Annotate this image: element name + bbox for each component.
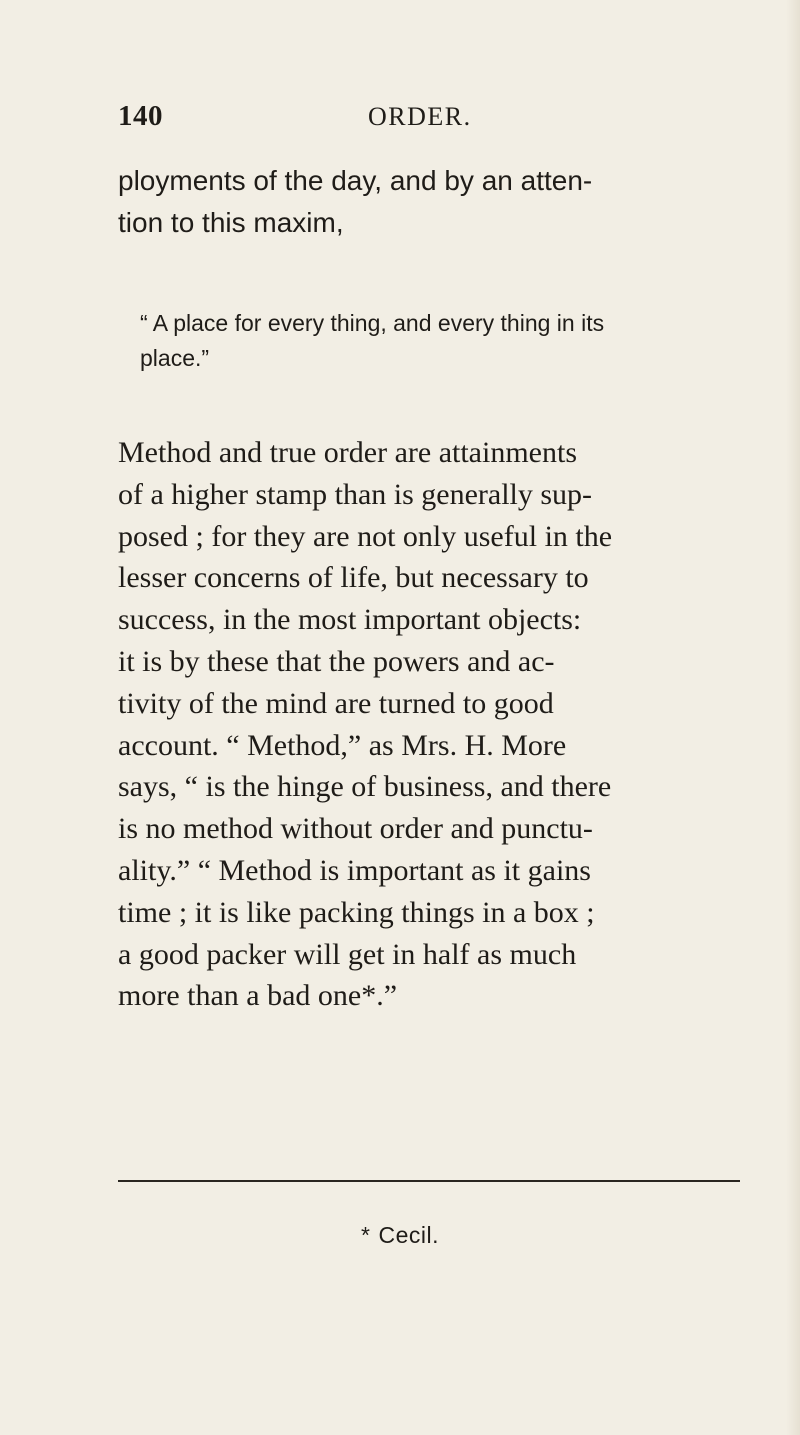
block-quote: “ A place for every thing, and every thing in its place.” bbox=[140, 310, 605, 371]
running-head: ORDER. bbox=[368, 102, 472, 131]
footnote-marker: * bbox=[361, 1222, 371, 1248]
footnote-text: Cecil. bbox=[378, 1222, 439, 1248]
paragraph-continuation: ployments of the day, and by an atten- tion to this maxim, bbox=[118, 165, 593, 238]
footnote bbox=[0, 1222, 800, 1249]
paragraph-method-and-order: Method and true order are attainments of a higher stamp than is generally sup- posed ; for they are not only useful in the lesser concerns of life, but necessary to success, in the most important objects: it is by these that the powers and ac- tivity of the mind are turned to good account. “ Method,” as Mrs. H. More says, “ is the hinge of business, and there is no method without order and punctu- ality.” “ Method is important as it gains time ; it is like packing things in a box ; a good packer will get in half as much more than a bad one*.” bbox=[118, 436, 613, 1013]
page-edge bbox=[786, 0, 800, 1435]
page-header bbox=[118, 100, 638, 140]
page-number: 140 bbox=[118, 100, 163, 132]
footnote-rule bbox=[118, 1180, 740, 1182]
